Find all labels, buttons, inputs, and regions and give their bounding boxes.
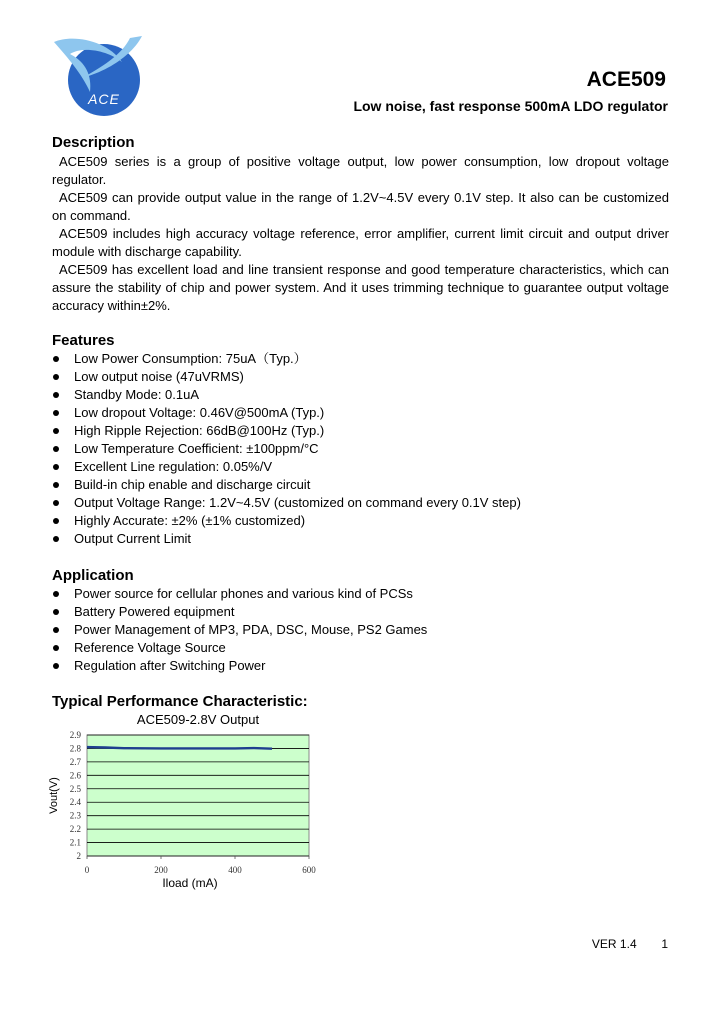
application-text: Reference Voltage Source <box>74 640 226 655</box>
application-heading: Application <box>52 567 134 584</box>
feature-item <box>52 422 521 440</box>
y-tick-label: 2.9 <box>69 730 81 740</box>
chart-title: ACE509-2.8V Output <box>136 712 260 727</box>
y-axis-label: Vout(V) <box>48 777 60 814</box>
feature-item <box>52 458 521 476</box>
feature-text: Low dropout Voltage: 0.46V@500mA (Typ.) <box>74 405 325 420</box>
application-item <box>52 639 427 657</box>
description-text-4: ACE509 has excellent load and line transient response and good temperature characteristics, which can assure the stability of chip and power system. And it uses trimming technique to guarantee output voltage accuracy within±2%. <box>52 262 669 313</box>
y-tick-label: 2.5 <box>69 783 81 794</box>
application-item <box>52 585 427 603</box>
bullet-icon <box>53 464 59 470</box>
description-text-2: ACE509 can provide output value in the range of 1.2V~4.5V every 0.1V step. It also can be customized on command. <box>52 190 669 223</box>
ace-logo <box>52 32 146 116</box>
performance-heading: Typical Performance Characteristic: <box>52 693 308 710</box>
feature-item <box>52 386 521 404</box>
bullet-icon <box>53 356 59 362</box>
bullet-icon <box>53 410 59 416</box>
bullet-icon <box>53 428 59 434</box>
performance-chart <box>40 710 330 895</box>
footer <box>592 937 668 951</box>
bullet-icon <box>53 446 59 452</box>
bullet-icon <box>53 536 59 542</box>
application-text: Power Management of MP3, PDA, DSC, Mouse, PS2 Games <box>74 622 428 637</box>
feature-item <box>52 404 521 422</box>
feature-text: Low Power Consumption: 75uA（Typ.） <box>74 351 307 366</box>
bullet-icon <box>53 482 59 488</box>
x-axis-label: Iload (mA) <box>162 876 218 890</box>
description-text-3: ACE509 includes high accuracy voltage reference, error amplifier, current limit circuit and output driver module with discharge capability. <box>52 226 669 259</box>
bullet-icon <box>53 645 59 651</box>
y-tick-label: 2 <box>76 851 81 861</box>
bullet-icon <box>53 392 59 398</box>
feature-item <box>52 440 521 458</box>
feature-item <box>52 530 521 548</box>
y-tick-label: 2.1 <box>69 837 81 848</box>
bullet-icon <box>53 591 59 597</box>
description-paragraph-4 <box>52 261 669 315</box>
bullet-icon <box>53 663 59 669</box>
page-number: 1 <box>661 937 668 951</box>
feature-text: High Ripple Rejection: 66dB@100Hz (Typ.) <box>74 423 325 438</box>
feature-item <box>52 512 521 530</box>
application-item <box>52 621 427 639</box>
feature-item <box>52 350 521 368</box>
x-tick-label: 0 <box>84 865 90 875</box>
features-list <box>52 350 521 548</box>
features-heading: Features <box>52 332 115 349</box>
application-list <box>52 585 427 675</box>
application-text: Battery Powered equipment <box>74 604 235 619</box>
application-text: Power source for cellular phones and various kind of PCSs <box>74 586 413 601</box>
y-tick-label: 2.6 <box>69 770 81 781</box>
description-text-1: ACE509 series is a group of positive voltage output, low power consumption, low dropout voltage regulator. <box>52 154 669 187</box>
feature-item <box>52 368 521 386</box>
series-line-vout <box>87 747 272 749</box>
feature-text: Standby Mode: 0.1uA <box>74 387 200 402</box>
feature-text: Highly Accurate: ±2% (±1% customized) <box>74 513 306 528</box>
y-tick-label: 2.4 <box>69 797 81 808</box>
feature-text: Excellent Line regulation: 0.05%/V <box>74 459 273 474</box>
bullet-icon <box>53 518 59 524</box>
feature-item <box>52 476 521 494</box>
feature-text: Output Current Limit <box>74 531 192 546</box>
y-tick-label: 2.8 <box>69 743 81 754</box>
bullet-icon <box>53 500 59 506</box>
description-paragraph-2 <box>52 189 669 225</box>
x-tick-label: 200 <box>154 865 168 875</box>
y-tick-label: 2.3 <box>69 810 81 821</box>
document-subtitle: Low noise, fast response 500mA LDO regulator <box>353 98 668 114</box>
version-label: VER 1.4 <box>591 937 637 951</box>
y-tick-label: 2.7 <box>69 756 81 767</box>
application-text: Regulation after Switching Power <box>74 658 266 673</box>
feature-text: Low output noise (47uVRMS) <box>74 369 244 384</box>
application-item <box>52 603 427 621</box>
feature-text: Build-in chip enable and discharge circuit <box>74 477 311 492</box>
feature-text: Low Temperature Coefficient: ±100ppm/°C <box>74 441 319 456</box>
x-tick-label: 400 <box>228 865 242 875</box>
feature-item <box>52 494 521 512</box>
part-number-title: ACE509 <box>586 68 666 91</box>
y-tick-label: 2.2 <box>69 824 81 835</box>
bullet-icon <box>53 627 59 633</box>
bullet-icon <box>53 609 59 615</box>
description-paragraph-3 <box>52 225 669 261</box>
application-item <box>52 657 427 675</box>
x-tick-label: 600 <box>302 865 316 875</box>
plot-area <box>87 735 309 856</box>
bullet-icon <box>53 374 59 380</box>
description-paragraph-1 <box>52 153 669 189</box>
logo-text: ACE <box>88 91 120 107</box>
description-heading: Description <box>52 134 135 151</box>
feature-text: Output Voltage Range: 1.2V~4.5V (customized on command every 0.1V step) <box>74 495 521 510</box>
